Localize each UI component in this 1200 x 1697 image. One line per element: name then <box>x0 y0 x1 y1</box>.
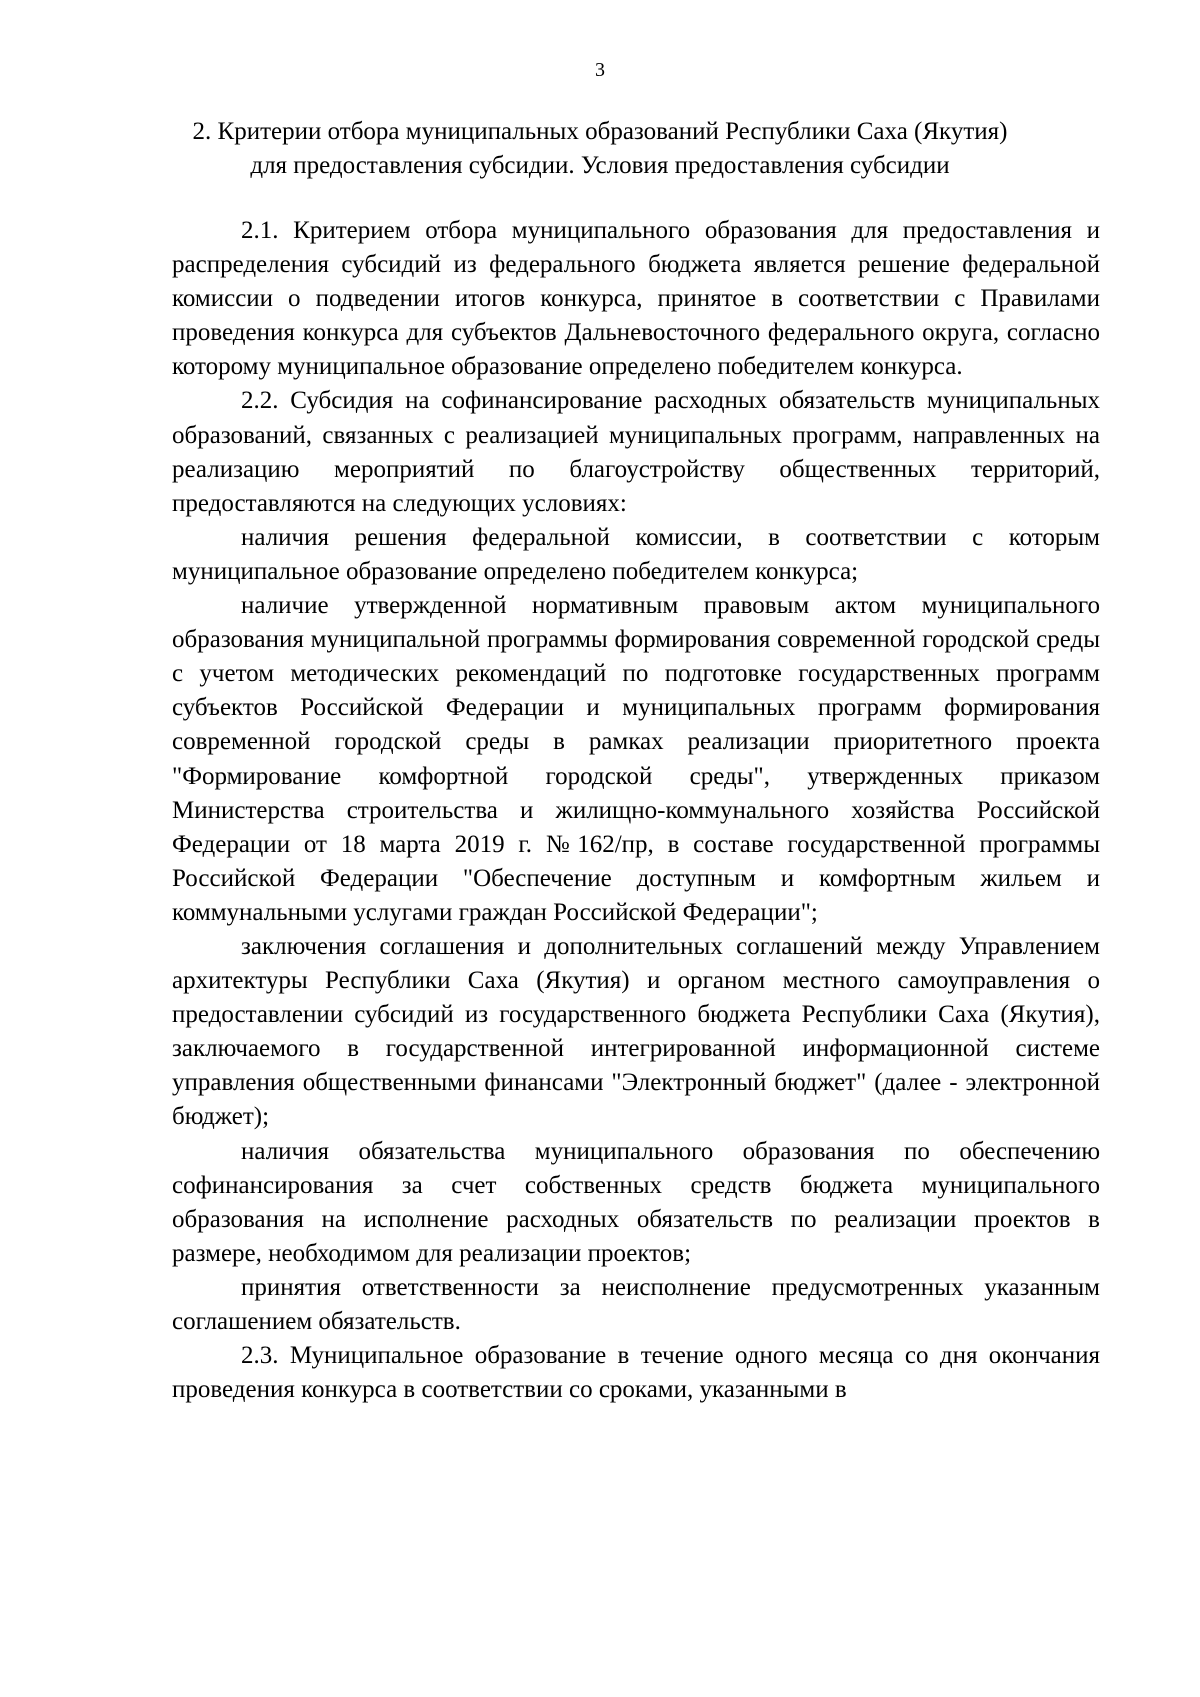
condition-municipal-program: наличие утвержденной нормативным правовым актом муниципального образования муниципальной программы формирования современной городской среды с учетом методических рекомендаций по подготовке государственных программ субъектов Российской Федерации и муниципальных программ формирования современной городской среды в рамках реализации приоритетного проекта "Формирование комфортной городской среды", утвержденных приказом Министерства строительства и жилищно-коммунального хозяйства Российской Федерации от 18 марта 2019 г. №162/пр, в составе государственной программы Российской Федерации "Обеспечение доступным и комфортным жильем и коммунальными услугами граждан Российской Федерации"; <box>172 592 1100 926</box>
section-heading-line-1: 2. Критерии отбора муниципальных образований Республики Саха (Якутия) <box>192 118 1008 145</box>
document-body <box>172 214 1100 1407</box>
paragraph-2-1: 2.1. Критерием отбора муниципального образования для предоставления и распределения субсидий из федерального бюджета является решение федеральной комиссии о подведении итогов конкурса, принятое в соответствии с Правилами проведения конкурса для субъектов Дальневосточного федерального округа, согласно которому муниципальное образование определено победителем конкурса. <box>172 217 1100 381</box>
paragraph-2-2: 2.2. Субсидия на софинансирование расходных обязательств муниципальных образований, связанных с реализацией муниципальных программ, направленных на реализацию мероприятий по благоустройству общественных территорий, предоставляются на следующих условиях: <box>172 387 1100 517</box>
section-heading <box>150 115 1050 183</box>
condition-federal-commission: наличия решения федеральной комиссии, в соответствии с которым муниципальное образование определено победителем конкурса; <box>172 523 1100 585</box>
condition-agreement: заключения соглашения и дополнительных соглашений между Управлением архитектуры Республики Саха (Якутия) и органом местного самоуправления о предоставлении субсидий из государственного бюджета Республики Саха (Якутия), заключаемого в государственной интегрированной информационной системе управления общественными финансами "Электронный бюджет" (далее - электронной бюджет); <box>172 932 1100 1131</box>
paragraph-2-3: 2.3. Муниципальное образование в течение одного месяца со дня окончания проведения конкурса в соответствии со сроками, указанными в <box>172 1342 1100 1404</box>
section-heading-line-2: для предоставления субсидии. Условия предоставления субсидии <box>250 152 950 179</box>
condition-responsibility: принятия ответственности за неисполнение предусмотренных указанным соглашением обязательств. <box>172 1273 1100 1335</box>
condition-cofinancing: наличия обязательства муниципального образования по обеспечению софинансирования за счет собственных средств бюджета муниципального образования на исполнение расходных обязательств по реализации проектов в размере, необходимом для реализации проектов; <box>172 1137 1100 1267</box>
page-number: 3 <box>595 59 605 81</box>
